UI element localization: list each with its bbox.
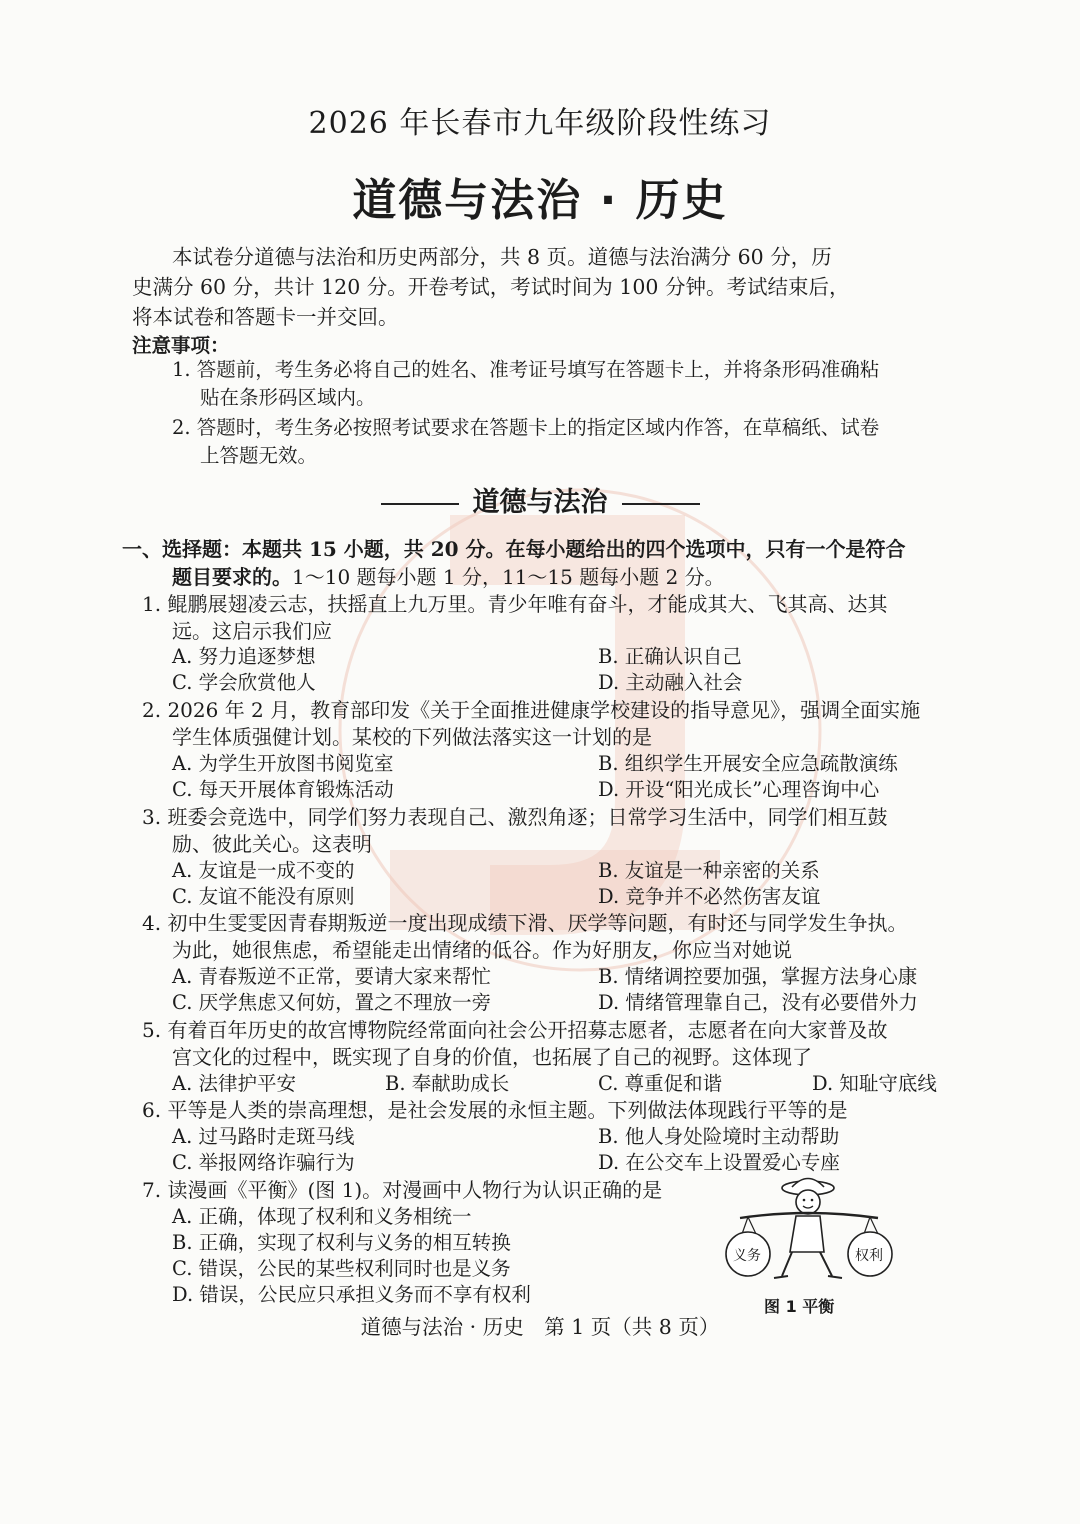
part1-line1: 本题共 15 小题，共 20 分。在每小题给出的四个选项中，只有一个是符合	[242, 537, 906, 561]
part1-header	[122, 533, 906, 562]
balance-cartoon-figure	[720, 1172, 900, 1292]
q2-option-d: D. 开设“阳光成长”心理咨询中心	[598, 778, 880, 801]
q4-option-c: C. 厌学焦虑又何妨，置之不理放一旁	[172, 991, 492, 1014]
subject-title: 道德与法治 · 历史	[352, 175, 728, 226]
q6-option-b: B. 他人身处险境时主动帮助	[598, 1125, 840, 1148]
q6-stem-line-1: 6. 平等是人类的崇高理想，是社会发展的永恒主题。下列做法体现践行平等的是	[142, 1098, 848, 1122]
section-title: 道德与法治	[472, 487, 608, 518]
q5-option-d: D. 知耻守底线	[812, 1072, 937, 1095]
intro-line-3: 将本试卷和答题卡一并交回。	[132, 305, 399, 329]
q1-stem-line-2: 远。这启示我们应	[172, 619, 332, 643]
notice-item-2-line-2: 上答题无效。	[200, 444, 318, 467]
q3-option-b: B. 友谊是一种亲密的关系	[598, 859, 820, 882]
q1-option-a: A. 努力追逐梦想	[172, 645, 316, 668]
q3-option-d: D. 竞争并不必然伤害友谊	[598, 885, 821, 908]
q6-option-a: A. 过马路时走斑马线	[172, 1125, 355, 1148]
q1-option-b: B. 正确认识自己	[598, 645, 742, 668]
notice-item-1-line-2: 贴在条形码区域内。	[200, 386, 376, 409]
q2-option-b: B. 组织学生开展安全应急疏散演练	[598, 752, 898, 775]
q6-option-d: D. 在公交车上设置爱心专座	[598, 1151, 840, 1174]
q2-stem-line-2: 学生体质强健计划。某校的下列做法落实这一计划的是	[172, 725, 652, 749]
q4-option-d: D. 情绪管理靠自己，没有必要借外力	[598, 991, 918, 1014]
figure-caption: 图 1 平衡	[764, 1297, 835, 1316]
bag-label-duty: 义务	[733, 1248, 761, 1264]
q3-stem-line-1: 3. 班委会竞选中，同学们努力表现自己、激烈角逐；日常学习生活中，同学们相互鼓	[142, 805, 888, 829]
section-heading	[0, 480, 1080, 519]
part1-line2-bold: 题目要求的。	[172, 565, 292, 589]
part1-line2	[172, 561, 725, 590]
q4-option-b: B. 情绪调控要加强，掌握方法身心康	[598, 965, 918, 988]
q3-option-c: C. 友谊不能没有原则	[172, 885, 355, 908]
q1-stem-line-1: 1. 鲲鹏展翅凌云志，扶摇直上九万里。青少年唯有奋斗，才能成其大、飞其高、达其	[142, 592, 888, 616]
q2-stem-line-1: 2. 2026 年 2 月，教育部印发《关于全面推进健康学校建设的指导意见》，强调全面实施	[142, 698, 921, 722]
q6-option-c: C. 举报网络诈骗行为	[172, 1151, 355, 1174]
q7-option-b: B. 正确，实现了权利与义务的相互转换	[172, 1231, 511, 1254]
q5-option-c: C. 尊重促和谐	[598, 1072, 723, 1095]
q5-option-a: A. 法律护平安	[172, 1072, 296, 1095]
q5-stem-line-2: 宫文化的过程中，既实现了自身的价值，也拓展了自己的视野。这体现了	[172, 1045, 812, 1069]
part1-line2-rest: 1～10 题每小题 1 分，11～15 题每小题 2 分。	[292, 565, 725, 589]
bag-label-rights: 权利	[855, 1248, 883, 1264]
q7-stem-line-1: 7. 读漫画《平衡》(图 1)。对漫画中人物行为认识正确的是	[142, 1178, 663, 1202]
part1-label: 一、选择题：	[122, 537, 242, 561]
q5-option-b: B. 奉献助成长	[385, 1072, 510, 1095]
q7-option-a: A. 正确，体现了权利和义务相统一	[172, 1205, 472, 1228]
intro-line-2: 史满分 60 分，共计 120 分。开卷考试，考试时间为 100 分钟。考试结束后，	[132, 275, 850, 299]
section-rule-left	[381, 503, 459, 505]
intro-line-1: 本试卷分道德与法治和历史两部分，共 8 页。道德与法治满分 60 分，历	[172, 245, 832, 269]
q2-option-a: A. 为学生开放图书阅览室	[172, 752, 394, 775]
q4-option-a: A. 青春叛逆不正常，要请大家来帮忙	[172, 965, 491, 988]
q1-option-d: D. 主动融入社会	[598, 671, 743, 694]
q7-option-d: D. 错误，公民应只承担义务而不享有权利	[172, 1283, 531, 1306]
q4-stem-line-1: 4. 初中生雯雯因青春期叛逆一度出现成绩下滑、厌学等问题，有时还与同学发生争执。	[142, 911, 908, 935]
page-footer: 道德与法治 · 历史 第 1 页（共 8 页）	[360, 1315, 720, 1339]
q2-option-c: C. 每天开展体育锻炼活动	[172, 778, 394, 801]
notice-item-1-line-1: 1. 答题前，考生务必将自己的姓名、准考证号填写在答题卡上，并将条形码准确粘	[172, 358, 880, 381]
notice-heading: 注意事项：	[132, 334, 230, 357]
exam-title: 2026 年长春市九年级阶段性练习	[308, 106, 772, 141]
q1-option-c: C. 学会欣赏他人	[172, 671, 316, 694]
q4-stem-line-2: 为此，她很焦虑，希望能走出情绪的低谷。作为好朋友，你应当对她说	[172, 938, 792, 962]
q3-option-a: A. 友谊是一成不变的	[172, 859, 355, 882]
notice-item-2-line-1: 2. 答题时，考生务必按照考试要求在答题卡上的指定区域内作答，在草稿纸、试卷	[172, 416, 880, 439]
section-rule-right	[622, 503, 700, 505]
q3-stem-line-2: 励、彼此关心。这表明	[172, 832, 372, 856]
q5-stem-line-1: 5. 有着百年历史的故宫博物院经常面向社会公开招募志愿者，志愿者在向大家普及故	[142, 1018, 888, 1042]
q7-option-c: C. 错误，公民的某些权利同时也是义务	[172, 1257, 511, 1280]
